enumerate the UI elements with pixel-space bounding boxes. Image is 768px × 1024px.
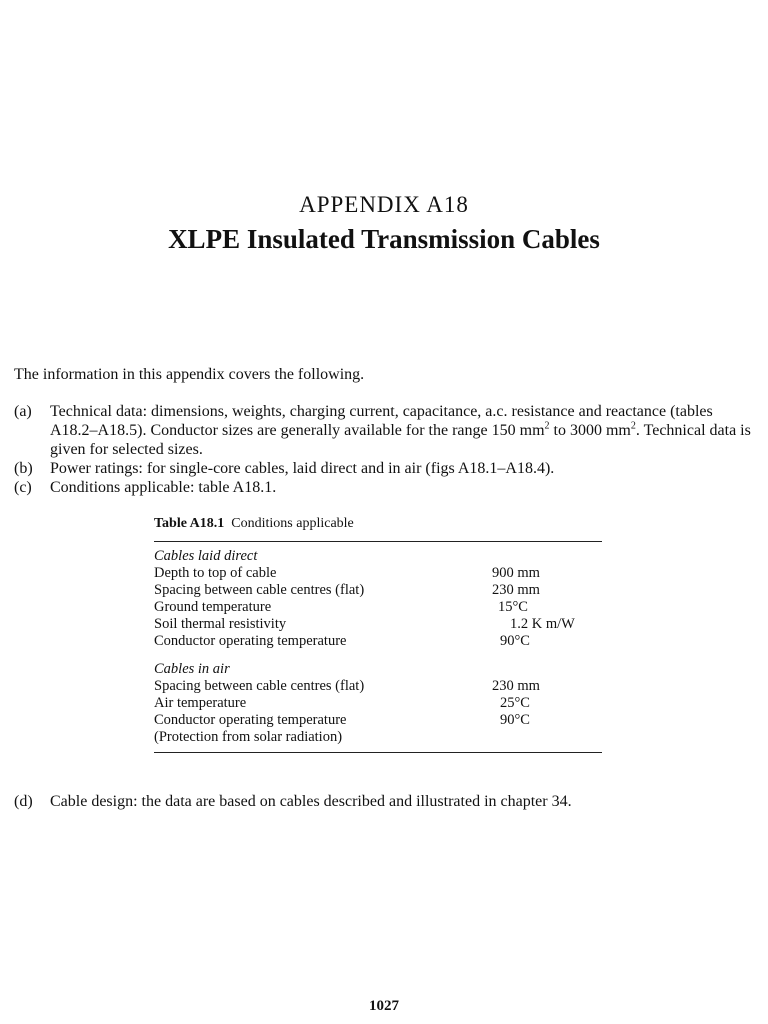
intro-text: The information in this appendix covers the following. (14, 366, 365, 383)
table-row: Air temperature 25°C (154, 695, 530, 711)
table-row: Ground temperature 15°C (154, 599, 528, 615)
list-item-label: (d) (14, 793, 33, 810)
table-row: Spacing between cable centres (flat) 230 mm (154, 582, 540, 598)
table-body (154, 548, 602, 746)
list-item-a (14, 402, 754, 459)
table-top-rule (154, 541, 602, 542)
list-item-label: (b) (14, 460, 33, 477)
list-item-c (14, 478, 754, 497)
list-item-text: Power ratings: for single-core cables, laid direct and in air (figs A18.1–A18.4). (50, 460, 555, 477)
item-list (14, 402, 754, 497)
table-section-heading: Cables laid direct (154, 548, 258, 564)
conditions-table (154, 516, 602, 753)
list-item-b (14, 459, 754, 478)
list-item-d (14, 793, 754, 811)
list-item-text: Conditions applicable: table A18.1. (50, 479, 277, 496)
appendix-label: APPENDIX A18 (299, 192, 469, 217)
table-caption: Table A18.1 Conditions applicable (154, 516, 354, 531)
table-row: (Protection from solar radiation) (154, 729, 343, 745)
page-title: XLPE Insulated Transmission Cables (168, 224, 600, 254)
list-item-text: Technical data: dimensions, weights, charging current, capacitance, a.c. resistance and reactance (tables A18.2–A18.5). Conductor sizes are generally available for the range 150 $mm^2$ to 3000 $mm^2$. Technical data is given for selected sizes. (50, 403, 751, 458)
table-row: Conductor operating temperature 90°C (154, 712, 530, 728)
list-item-label: (c) (14, 479, 32, 496)
list-item-label: (a) (14, 403, 32, 420)
table-bottom-rule (154, 752, 602, 753)
table-row: Soil thermal resistivity 1.2 K m/W (154, 616, 575, 632)
page-number: 1027 (369, 998, 399, 1014)
table-section-heading: Cables in air (154, 661, 230, 677)
table-row: Conductor operating temperature 90°C (154, 633, 530, 649)
table-row: Depth to top of cable 900 mm (154, 565, 540, 581)
list-item-text: Cable design: the data are based on cables described and illustrated in chapter 34. (50, 793, 572, 810)
table-row: Spacing between cable centres (flat) 230 mm (154, 678, 540, 694)
